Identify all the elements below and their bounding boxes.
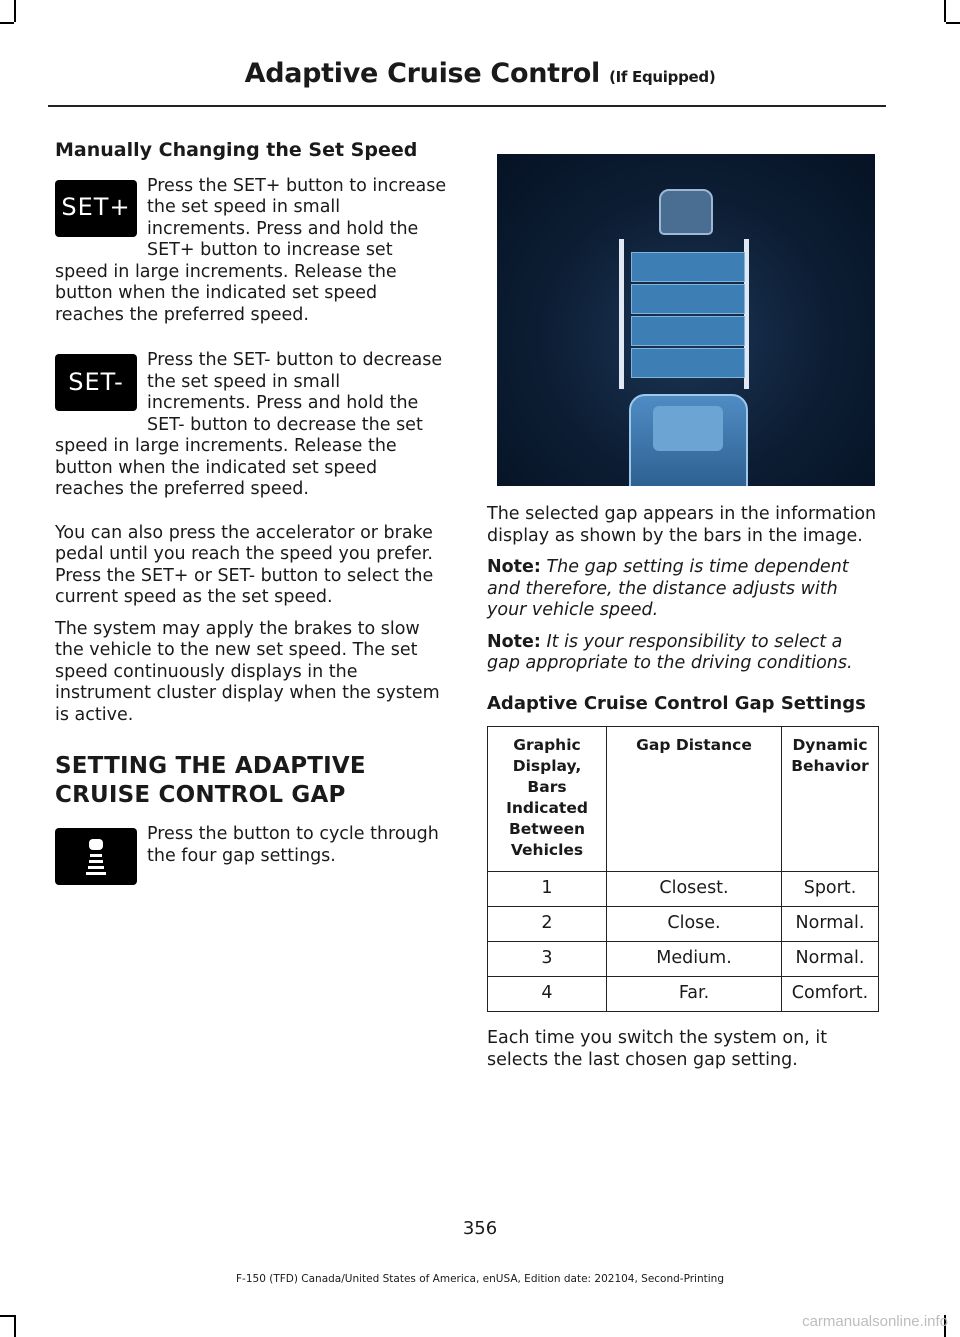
image-caption: The selected gap appears in the information display as shown by the bars in the image. <box>487 504 877 546</box>
table-cell: Close. <box>607 907 782 942</box>
table-row <box>488 872 879 907</box>
own-vehicle-cab <box>653 406 723 451</box>
gap-bar <box>631 252 745 282</box>
set-plus-icon: SET+ <box>55 180 137 237</box>
table-row <box>488 942 879 977</box>
header-title: Adaptive Cruise Control <box>244 58 600 89</box>
page-number: 356 <box>462 1218 498 1239</box>
set-plus-block <box>55 176 447 327</box>
table-cell: Closest. <box>607 872 782 907</box>
watermark: carmanualsonline.info <box>802 1313 948 1330</box>
note-1-text: The gap setting is time dependent and therefore, the distance adjusts with your vehicle speed. <box>487 557 849 620</box>
table-cell: 2 <box>488 907 607 942</box>
set-minus-block <box>55 350 447 501</box>
gap-settings-table <box>487 726 879 1012</box>
gap-button-text: Press the button to cycle through the four gap settings. <box>147 824 439 866</box>
crop-mark <box>0 22 14 24</box>
left-column <box>55 140 447 889</box>
table-cell: Normal. <box>782 942 879 977</box>
gap-display-image <box>497 154 875 486</box>
table-cell: 3 <box>488 942 607 977</box>
set-plus-text: Press the SET+ button to increase the set speed in small increments. Press and hold the SET+ button to increase set speed in large increments. Release the button when the indicated set speed reaches the preferred speed. <box>55 175 447 325</box>
page-header <box>0 58 960 89</box>
closing-text: Each time you switch the system on, it selects the last chosen gap setting. <box>487 1028 828 1070</box>
table-row <box>488 907 879 942</box>
page-footer: F-150 (TFD) Canada/United States of America, enUSA, Edition date: 202104, Second-Printing <box>236 1273 724 1285</box>
set-minus-icon: SET- <box>55 354 137 411</box>
own-vehicle-graphic <box>629 394 748 486</box>
note-2 <box>487 632 879 675</box>
lane-line-left <box>619 239 624 389</box>
gap-distance-icon <box>55 828 137 885</box>
table-title: Adaptive Cruise Control Gap Settings <box>487 692 866 714</box>
table-cell: Medium. <box>607 942 782 977</box>
gap-bar <box>631 348 745 378</box>
table-cell: Normal. <box>782 907 879 942</box>
gap-bar <box>631 316 745 346</box>
paragraph-accelerator: You can also press the accelerator or brake pedal until you reach the speed you prefer. Press the SET+ or SET- button to select the current speed as the set speed. <box>55 522 434 607</box>
note-1-label: Note: <box>487 557 541 577</box>
table-cell: Far. <box>607 977 782 1012</box>
table-header-graphic: Graphic Display, Bars Indicated Between Vehicles <box>488 727 607 872</box>
table-header-row <box>488 727 879 872</box>
table-header-dynamic-behavior: Dynamic Behavior <box>782 727 879 872</box>
note-2-text: It is your responsibility to select a gap appropriate to the driving conditions. <box>487 631 853 673</box>
table-row <box>488 977 879 1012</box>
gap-button-block <box>55 824 447 867</box>
crop-mark <box>0 1315 14 1317</box>
section-heading-gap: SETTING THE ADAPTIVE CRUISE CONTROL GAP <box>55 753 366 808</box>
note-1 <box>487 557 879 622</box>
gap-distance-icon-graphic <box>81 837 111 877</box>
header-divider <box>48 105 886 107</box>
lead-vehicle-graphic <box>659 189 713 235</box>
table-cell: Comfort. <box>782 977 879 1012</box>
right-column <box>487 140 879 1081</box>
crop-mark <box>946 22 960 24</box>
section-heading-set-speed: Manually Changing the Set Speed <box>55 139 418 161</box>
gap-bar <box>631 284 745 314</box>
note-2-label: Note: <box>487 631 541 652</box>
paragraph-brakes: The system may apply the brakes to slow the vehicle to the new set speed. The set speed continuously displays in the instrument cluster display when the system is active. <box>55 618 440 725</box>
table-header-gap-distance: Gap Distance <box>607 727 782 872</box>
table-cell: Sport. <box>782 872 879 907</box>
crop-mark <box>14 1315 16 1337</box>
table-cell: 1 <box>488 872 607 907</box>
table-cell: 4 <box>488 977 607 1012</box>
crop-mark <box>14 0 16 22</box>
crop-mark <box>944 0 946 22</box>
set-minus-text: Press the SET- button to decrease the set speed in small increments. Press and hold the SET- button to decrease the set speed in large increments. Release the button when the indicated set speed reaches the preferred speed. <box>55 350 443 499</box>
header-subtitle: (If Equipped) <box>609 68 716 86</box>
